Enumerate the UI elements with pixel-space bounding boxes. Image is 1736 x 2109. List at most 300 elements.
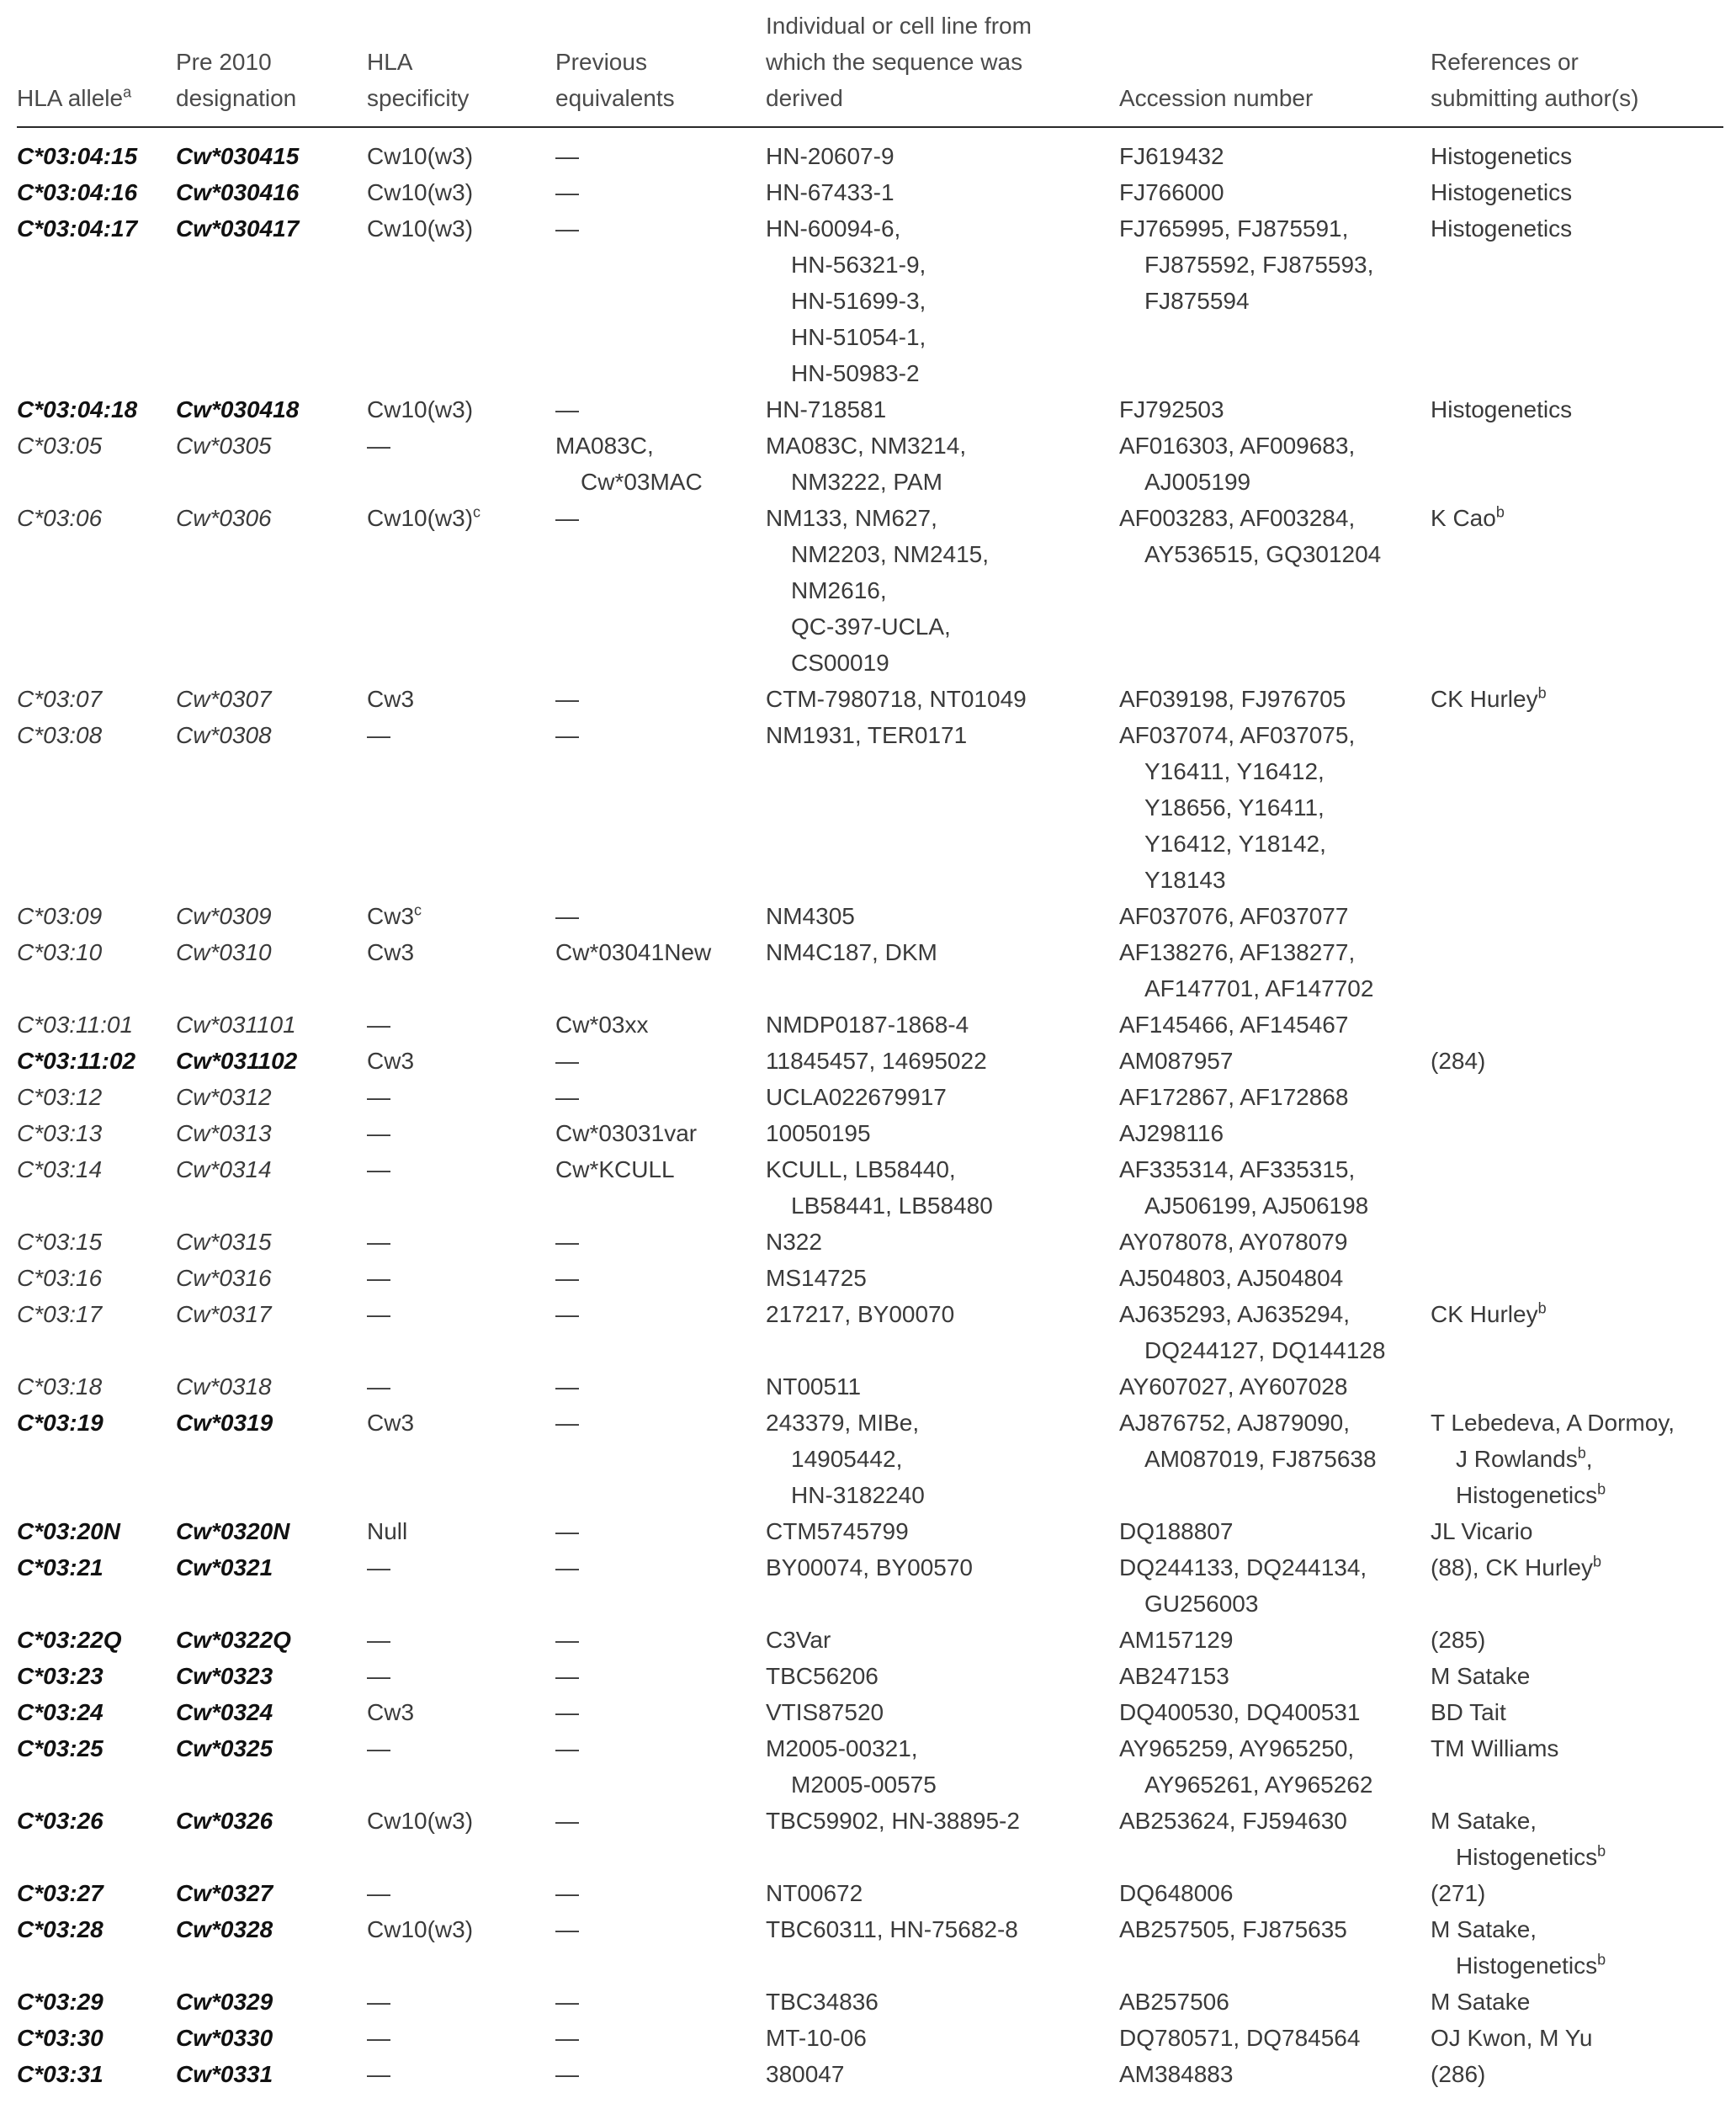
cell-individual-line: HN-51699-3, [791, 288, 926, 314]
footnote-marker: c [473, 503, 481, 521]
cell-pre-2010 [176, 391, 299, 428]
cell-previous [555, 898, 579, 934]
cell-pre-2010 [176, 1984, 273, 2020]
cell-previous [555, 1984, 579, 2020]
cell-specificity-line: — [367, 1989, 390, 2015]
cell-previous-line: — [555, 1663, 579, 1689]
cell-specificity [367, 1694, 414, 1730]
cell-previous-line: — [555, 2061, 579, 2087]
cell-references-line: Histogenetics [1431, 215, 1573, 242]
cell-specificity [367, 1658, 390, 1694]
cell-hla-allele [17, 1803, 104, 1839]
cell-hla-allele-line: C*03:04:16 [17, 179, 138, 205]
cell-hla-allele [17, 1224, 102, 1260]
footnote-marker: b [1597, 1480, 1606, 1498]
cell-individual [766, 138, 895, 174]
cell-references [1431, 1296, 1547, 1332]
cell-previous-line: — [555, 1301, 579, 1327]
cell-specificity [367, 1875, 390, 1911]
cell-individual-line: CTM-7980718, NT01049 [766, 686, 1027, 712]
cell-pre-2010 [176, 717, 272, 753]
cell-individual [766, 1224, 822, 1260]
cell-references-line: Histogenetics$^b$ [1456, 1480, 1606, 1508]
cell-previous-line: — [555, 1265, 579, 1291]
cell-previous [555, 1549, 579, 1586]
cell-hla-allele-line: C*03:06 [17, 505, 103, 531]
cell-previous-line: — [555, 1880, 579, 1906]
cell-specificity-line: Cw10(w3) [367, 396, 474, 422]
cell-pre-2010-line: Cw*030418 [176, 396, 300, 422]
cell-individual-line: HN-67433-1 [766, 179, 895, 205]
cell-references [1431, 2020, 1592, 2056]
cell-specificity-line: — [367, 1265, 390, 1291]
cell-accession-line: GU256003 [1144, 1591, 1259, 1617]
cell-individual [766, 898, 855, 934]
cell-accession [1119, 1911, 1347, 1947]
cell-hla-allele-line: C*03:31 [17, 2061, 104, 2087]
cell-hla-allele-line: C*03:04:17 [17, 215, 138, 242]
cell-specificity [367, 210, 473, 247]
cell-pre-2010-line: Cw*0325 [176, 1735, 273, 1761]
cell-individual-line: 243379, MIBe, [766, 1410, 920, 1436]
header-previous: Previous equivalents [555, 49, 675, 111]
cell-accession-line: Y18656, Y16411, [1144, 794, 1325, 821]
cell-individual [766, 1151, 993, 1224]
cell-pre-2010 [176, 898, 272, 934]
cell-pre-2010 [176, 1224, 272, 1260]
cell-hla-allele-line: C*03:12 [17, 1084, 103, 1110]
cell-previous [555, 500, 579, 536]
cell-individual [766, 1368, 861, 1405]
cell-previous [555, 1151, 675, 1187]
cell-pre-2010-line: Cw*0313 [176, 1120, 272, 1146]
cell-specificity-line: Cw10(w3) [367, 143, 474, 169]
cell-previous [555, 1368, 579, 1405]
cell-pre-2010-line: Cw*0324 [176, 1699, 273, 1725]
cell-references [1431, 1043, 1485, 1079]
cell-specificity [367, 1405, 414, 1441]
cell-accession [1119, 428, 1355, 500]
cell-previous [555, 934, 711, 970]
cell-pre-2010-line: Cw*0323 [176, 1663, 273, 1689]
cell-specificity-line: — [367, 1084, 390, 1110]
cell-previous [555, 391, 579, 428]
cell-specificity [367, 1368, 390, 1405]
cell-hla-allele [17, 898, 102, 934]
cell-accession-line: AF138276, AF138277, [1119, 939, 1356, 965]
cell-references-line: M Satake, [1431, 1916, 1537, 1942]
footnote-marker: b [1577, 1444, 1586, 1462]
cell-accession-line: AB257505, FJ875635 [1119, 1916, 1347, 1942]
cell-specificity-line: — [367, 2061, 390, 2087]
cell-accession [1119, 1296, 1385, 1368]
cell-individual [766, 428, 966, 500]
cell-pre-2010 [176, 1079, 272, 1115]
cell-accession-line: AF147701, AF147702 [1144, 975, 1374, 1001]
cell-hla-allele [17, 1694, 104, 1730]
cell-specificity [367, 1296, 390, 1332]
cell-pre-2010 [176, 1260, 272, 1296]
cell-pre-2010 [176, 2056, 273, 2092]
cell-specificity-line: — [367, 1880, 390, 1906]
cell-specificity [367, 2020, 390, 2056]
cell-accession-line: AM087019, FJ875638 [1144, 1446, 1377, 1472]
cell-hla-allele-line: C*03:19 [17, 1410, 104, 1436]
cell-specificity [367, 428, 390, 464]
table-header [17, 12, 1723, 128]
cell-previous [555, 1260, 579, 1296]
cell-pre-2010-line: Cw*0305 [176, 433, 272, 459]
cell-specificity [367, 1549, 390, 1586]
cell-accession [1119, 898, 1348, 934]
cell-references-line: (285) [1431, 1627, 1486, 1653]
cell-hla-allele [17, 1260, 102, 1296]
cell-previous-line: — [555, 1735, 579, 1761]
cell-accession [1119, 138, 1224, 174]
cell-references-line: CK Hurley$^b$ [1431, 1299, 1547, 1327]
cell-individual-line: C3Var [766, 1627, 831, 1653]
cell-specificity [367, 1260, 390, 1296]
cell-previous-line: — [555, 179, 579, 205]
cell-previous-line: — [555, 505, 579, 531]
cell-specificity-line: Cw10(w3) [367, 1916, 474, 1942]
cell-individual-line: N322 [766, 1229, 822, 1255]
cell-individual-line: 11845457, 14695022 [766, 1048, 987, 1074]
cell-previous [555, 210, 579, 247]
cell-pre-2010-line: Cw*0314 [176, 1156, 272, 1182]
cell-previous [555, 1007, 648, 1043]
cell-accession [1119, 1043, 1233, 1079]
cell-hla-allele [17, 1658, 104, 1694]
cell-previous [555, 1405, 579, 1441]
cell-specificity-line: — [367, 1301, 390, 1327]
cell-previous-line: — [555, 1808, 579, 1834]
cell-accession-line: AJ506199, AJ506198 [1144, 1193, 1369, 1219]
cell-specificity-line: — [367, 433, 390, 459]
cell-individual-line: HN-51054-1, [791, 324, 926, 350]
cell-references [1431, 174, 1572, 210]
cell-accession-line: Y16411, Y16412, [1144, 758, 1325, 784]
cell-accession-line: AF016303, AF009683, [1119, 433, 1356, 459]
cell-hla-allele-line: C*03:05 [17, 433, 103, 459]
header-individual: Individual or cell line from which the sequence was derived [766, 13, 1032, 111]
cell-accession [1119, 1513, 1233, 1549]
cell-accession [1119, 681, 1346, 717]
cell-specificity [367, 934, 414, 970]
header-pre-2010: Pre 2010 designation [176, 49, 297, 111]
cell-pre-2010-line: Cw*0327 [176, 1880, 273, 1906]
footnote-marker: c [414, 901, 422, 919]
cell-accession-line: AJ298116 [1119, 1120, 1224, 1146]
cell-specificity-line: — [367, 1012, 390, 1038]
cell-individual-line: NM133, NM627, [766, 505, 937, 531]
cell-hla-allele-line: C*03:27 [17, 1880, 104, 1906]
cell-previous [555, 1658, 579, 1694]
cell-individual-line: 380047 [766, 2061, 845, 2087]
cell-pre-2010-line: Cw*030416 [176, 179, 300, 205]
cell-references-line: CK Hurley$^b$ [1431, 684, 1547, 712]
cell-accession [1119, 934, 1373, 1007]
cell-accession-line: AY536515, GQ301204 [1144, 541, 1382, 567]
header-specificity: HLA specificity [367, 49, 470, 111]
cell-accession [1119, 2056, 1233, 2092]
cell-accession-line: Y18143 [1144, 867, 1226, 893]
cell-individual-line: VTIS87520 [766, 1699, 884, 1725]
cell-specificity [367, 1007, 390, 1043]
cell-hla-allele [17, 428, 102, 464]
cell-previous [555, 174, 579, 210]
cell-accession [1119, 1549, 1367, 1622]
cell-hla-allele [17, 1622, 122, 1658]
cell-pre-2010-line: Cw*031102 [176, 1048, 298, 1074]
cell-pre-2010 [176, 934, 272, 970]
cell-previous [555, 1513, 579, 1549]
cell-hla-allele-line: C*03:20N [17, 1518, 120, 1544]
cell-specificity-line: — [367, 1373, 390, 1400]
cell-accession [1119, 1984, 1229, 2020]
cell-references [1431, 681, 1547, 717]
cell-references-line: BD Tait [1431, 1699, 1506, 1725]
cell-individual-line: BY00074, BY00570 [766, 1554, 973, 1580]
cell-specificity-line: Cw10(w3) [367, 1808, 474, 1834]
cell-references [1431, 1984, 1530, 2020]
cell-individual-line: NM1931, TER0171 [766, 722, 968, 748]
cell-individual-line: MS14725 [766, 1265, 867, 1291]
cell-specificity-line: — [367, 1554, 390, 1580]
cell-references-line: TM Williams [1431, 1735, 1559, 1761]
cell-pre-2010 [176, 1730, 273, 1766]
cell-individual [766, 1260, 867, 1296]
cell-pre-2010-line: Cw*0326 [176, 1808, 273, 1834]
cell-individual [766, 1622, 831, 1658]
cell-specificity-line: Cw3 [367, 1699, 415, 1725]
cell-accession [1119, 1115, 1224, 1151]
cell-references-line: Histogenetics [1431, 143, 1573, 169]
cell-hla-allele-line: C*03:25 [17, 1735, 104, 1761]
cell-previous-line: — [555, 686, 579, 712]
cell-specificity-line: — [367, 1156, 390, 1182]
cell-hla-allele [17, 2020, 104, 2056]
hla-allele-table [17, 12, 1723, 2087]
cell-individual [766, 2056, 844, 2092]
cell-references [1431, 1694, 1506, 1730]
cell-references-line: T Lebedeva, A Dormoy, [1431, 1410, 1675, 1436]
cell-specificity-line: — [367, 1120, 390, 1146]
cell-hla-allele [17, 391, 137, 428]
cell-specificity-line: Cw3 [367, 1048, 415, 1074]
cell-hla-allele-line: C*03:13 [17, 1120, 103, 1146]
cell-individual [766, 1803, 1020, 1839]
cell-hla-allele-line: C*03:08 [17, 722, 103, 748]
cell-pre-2010 [176, 1296, 272, 1332]
cell-previous [555, 1079, 579, 1115]
footnote-marker: b [1597, 1951, 1606, 1968]
cell-accession [1119, 1730, 1372, 1803]
cell-previous [555, 1622, 579, 1658]
cell-references-line: OJ Kwon, M Yu [1431, 2025, 1593, 2051]
cell-specificity [367, 1079, 390, 1115]
cell-accession [1119, 1368, 1347, 1405]
cell-accession-line: FJ875594 [1144, 288, 1250, 314]
cell-individual-line: NT00672 [766, 1880, 863, 1906]
cell-pre-2010-line: Cw*0322Q [176, 1627, 291, 1653]
cell-accession [1119, 1260, 1343, 1296]
cell-previous-line: Cw*03xx [555, 1012, 649, 1038]
cell-pre-2010-line: Cw*0315 [176, 1229, 272, 1255]
cell-accession-line: FJ619432 [1119, 143, 1224, 169]
cell-pre-2010-line: Cw*0317 [176, 1301, 272, 1327]
cell-individual [766, 1730, 937, 1803]
cell-individual-line: MA083C, NM3214, [766, 433, 967, 459]
cell-hla-allele-line: C*03:04:18 [17, 396, 138, 422]
header-references: References or submitting author(s) [1431, 49, 1639, 111]
cell-individual-line: HN-56321-9, [791, 252, 926, 278]
cell-previous [555, 1730, 579, 1766]
cell-individual-line: TBC34836 [766, 1989, 879, 2015]
cell-references-line: M Satake, [1431, 1808, 1537, 1834]
cell-references [1431, 2056, 1485, 2092]
cell-individual-line: M2005-00575 [791, 1772, 937, 1798]
cell-hla-allele [17, 1296, 102, 1332]
cell-individual-line: MT-10-06 [766, 2025, 867, 2051]
cell-accession [1119, 1079, 1348, 1115]
cell-individual-line: HN-20607-9 [766, 143, 895, 169]
cell-hla-allele-line: C*03:04:15 [17, 143, 138, 169]
footnote-marker: b [1537, 684, 1547, 702]
cell-previous-line: — [555, 1410, 579, 1436]
cell-specificity-line: Cw3 [367, 939, 415, 965]
cell-previous-line: — [555, 1989, 579, 2015]
cell-accession-line: DQ244127, DQ144128 [1144, 1337, 1386, 1363]
cell-hla-allele-line: C*03:28 [17, 1916, 104, 1942]
cell-accession-line: FJ792503 [1119, 396, 1224, 422]
cell-previous-line: — [555, 143, 579, 169]
cell-previous [555, 1803, 579, 1839]
cell-specificity-line: — [367, 1627, 390, 1653]
cell-hla-allele [17, 1007, 133, 1043]
cell-references-line: (284) [1431, 1048, 1486, 1074]
cell-specificity [367, 1043, 414, 1079]
cell-accession-line: AY965261, AY965262 [1144, 1772, 1373, 1798]
cell-accession-line: AB257506 [1119, 1989, 1229, 2015]
cell-specificity [367, 1513, 407, 1549]
cell-pre-2010 [176, 1875, 273, 1911]
cell-individual [766, 1549, 973, 1586]
cell-pre-2010 [176, 1405, 273, 1441]
cell-accession-line: AB247153 [1119, 1663, 1229, 1689]
cell-accession [1119, 174, 1224, 210]
cell-individual-line: HN-718581 [766, 396, 887, 422]
cell-specificity [367, 898, 422, 934]
cell-specificity [367, 1622, 390, 1658]
cell-previous-line: — [555, 1554, 579, 1580]
cell-previous-line: — [555, 1229, 579, 1255]
cell-accession-line: FJ875592, FJ875593, [1144, 252, 1374, 278]
cell-pre-2010-line: Cw*0318 [176, 1373, 272, 1400]
cell-specificity-line: Null [367, 1518, 408, 1544]
cell-references-line: (88), CK Hurley$^b$ [1431, 1553, 1601, 1580]
cell-individual-line: NM2616, [791, 577, 887, 603]
cell-hla-allele [17, 934, 102, 970]
cell-pre-2010 [176, 1622, 291, 1658]
cell-pre-2010-line: Cw*0307 [176, 686, 272, 712]
cell-references-line: M Satake [1431, 1663, 1531, 1689]
cell-previous-line: — [555, 903, 579, 929]
cell-pre-2010-line: Cw*031101 [176, 1012, 296, 1038]
cell-previous [555, 681, 579, 717]
cell-individual [766, 1115, 871, 1151]
cell-pre-2010-line: Cw*0321 [176, 1554, 273, 1580]
cell-accession [1119, 1151, 1368, 1224]
cell-individual [766, 1007, 969, 1043]
cell-accession [1119, 1658, 1229, 1694]
cell-individual-line: NM4C187, DKM [766, 939, 937, 965]
cell-accession [1119, 1875, 1233, 1911]
cell-references-line: Histogenetics [1431, 179, 1573, 205]
cell-accession [1119, 1224, 1347, 1260]
cell-references-line: (286) [1431, 2061, 1486, 2087]
cell-specificity-line: Cw3 [367, 686, 415, 712]
cell-previous [555, 2056, 579, 2092]
cell-hla-allele-line: C*03:24 [17, 1699, 104, 1725]
cell-previous-line: — [555, 1084, 579, 1110]
cell-hla-allele-line: C*03:29 [17, 1989, 104, 2015]
cell-accession-line: AF172867, AF172868 [1119, 1084, 1349, 1110]
cell-hla-allele-line: C*03:26 [17, 1808, 104, 1834]
cell-pre-2010 [176, 1658, 273, 1694]
cell-accession-line: AY607027, AY607028 [1119, 1373, 1348, 1400]
cell-accession-line: DQ648006 [1119, 1880, 1234, 1906]
cell-pre-2010-line: Cw*0319 [176, 1410, 273, 1436]
cell-previous [555, 2020, 579, 2056]
cell-references [1431, 1730, 1558, 1766]
cell-individual [766, 1911, 1018, 1947]
cell-accession-line: AF335314, AF335315, [1119, 1156, 1356, 1182]
cell-individual [766, 1694, 884, 1730]
cell-previous-line: — [555, 1627, 579, 1653]
cell-accession-line: AJ876752, AJ879090, [1119, 1410, 1351, 1436]
cell-specificity-line: Cw3$^c$ [367, 901, 422, 929]
cell-hla-allele [17, 681, 102, 717]
cell-accession-line: DQ244133, DQ244134, [1119, 1554, 1367, 1580]
cell-specificity-line: — [367, 722, 390, 748]
cell-references [1431, 391, 1572, 428]
cell-specificity [367, 1224, 390, 1260]
footnote-marker: b [1537, 1299, 1547, 1317]
cell-pre-2010 [176, 1549, 273, 1586]
cell-specificity-line: $Cw10(w3)^c$ [367, 503, 481, 531]
cell-previous [555, 1043, 579, 1079]
cell-accession [1119, 1405, 1377, 1477]
cell-individual-line: CTM5745799 [766, 1518, 909, 1544]
cell-specificity-line: Cw3 [367, 1410, 415, 1436]
cell-individual [766, 1296, 954, 1332]
cell-accession [1119, 1694, 1360, 1730]
cell-individual-line: CS00019 [791, 650, 889, 676]
cell-accession-line: AY965259, AY965250, [1119, 1735, 1355, 1761]
cell-pre-2010-line: Cw*0308 [176, 722, 272, 748]
cell-individual [766, 1079, 947, 1115]
cell-pre-2010-line: Cw*0312 [176, 1084, 272, 1110]
cell-accession-line: AF037074, AF037075, [1119, 722, 1356, 748]
cell-pre-2010 [176, 1043, 297, 1079]
cell-accession [1119, 1622, 1233, 1658]
cell-individual-line: LB58441, LB58480 [791, 1193, 993, 1219]
cell-hla-allele [17, 1730, 104, 1766]
cell-hla-allele-line: C*03:10 [17, 939, 103, 965]
cell-accession [1119, 2020, 1360, 2056]
cell-references [1431, 1803, 1606, 1875]
